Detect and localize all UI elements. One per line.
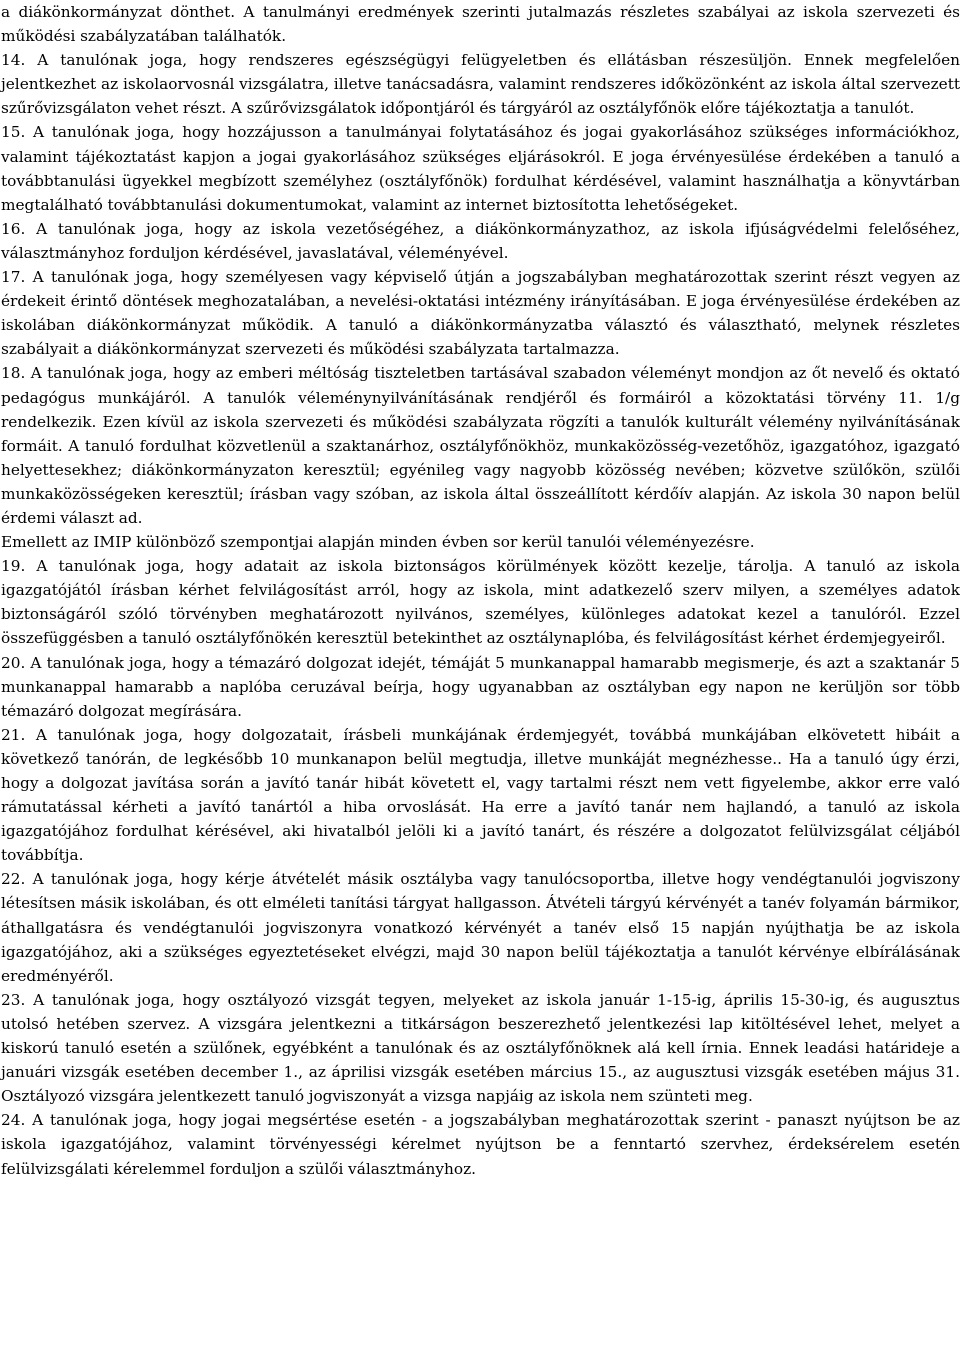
paragraph-14: 14. A tanulónak joga, hogy rendszeres egészségügyi felügyeletben és ellátásban részesüljön. Ennek megfelelően jelentkezhet az iskolaorvosnál vizsgálatra, illetve tanácsadásra, valamint rendszeres időközönként az iskola által szervezett szűrővizsgálaton vehet részt. A szűrővizsgálatok időpontjáról és tárgyáról az osztályfőnök előre tájékoztatja a tanulót. [1, 51, 960, 118]
paragraph-16: 16. A tanulónak joga, hogy az iskola vezetőségéhez, a diákönkormányzathoz, az iskola ifjúságvédelmi felelőséhez, választmányhoz forduljon kérdésével, javaslatával, véleményével. [1, 219, 960, 262]
paragraph-23: 23. A tanulónak joga, hogy osztályozó vizsgát tegyen, melyeket az iskola január 1-15-ig, április 15-30-ig, és augusztus utolsó hetében szervez. A vizsgára jelentkezni a titkárságon beszerezhető jelentkezési lap kitöltésével lehet, melyet a kiskorú tanuló esetén a szülőnek, egyébként a tanulónak és az osztályfőnöknek alá kell írnia. Ennek leadási határideje a januári vizsgák esetében december 1., az áprilisi vizsgák esetében március 15., az augusztusi vizsgák esetében május 31. Osztályozó vizsgára jelentkezett tanuló jogviszonyát a vizsga napjáig az iskola nem szünteti meg. [1, 990, 960, 1106]
paragraph-18: 18. A tanulónak joga, hogy az emberi méltóság tiszteletben tartásával szabadon véleményt mondjon az őt nevelő és oktató pedagógus munkájáról. A tanulók véleménynyilvánításának rendjéről és formáiról a közoktatási törvény 11. 1/g rendelkezik. Ezen kívül az iskola szervezeti és működési szabályzata rögzíti a tanulók kulturált vélemény nyilvánításának formáit. A tanuló fordulhat közvetlenül a szaktanárhoz, osztályfőnökhöz, munkaközösség-vezetőhöz, igazgatóhoz, igazgató helyettesekhez; diákönkormányzaton keresztül; egyénileg vagy nagyobb közösség nevében; közvetve szülőkön, szülői munkaközösségeken keresztül; írásban vagy szóban, az iskola által összeállított kérdőív alapján. Az iskola 30 napon belül érdemi választ ad. [1, 364, 960, 527]
paragraph-17: 17. A tanulónak joga, hogy személyesen vagy képviselő útján a jogszabályban meghatározottak szerint részt vegyen az érdekeit érintő döntések meghozatalában, a nevelési-oktatási intézmény irányításában. E joga érvényesülése érdekében az iskolában diákönkormányzat működik. A tanuló a diákönkormányzatba választó és választható, melynek részletes szabályait a diákönkormányzat szervezeti és működési szabályzata tartalmazza. [1, 268, 960, 359]
paragraph-21: 21. A tanulónak joga, hogy dolgozatait, írásbeli munkájának érdemjegyét, továbbá munkájában elkövetett hibáit a következő tanórán, de legkésőbb 10 munkanapon belül megtudja, illetve munkáját megnézhesse.. Ha a tanuló úgy érzi, hogy a dolgozat javítása során a javító tanár hibát követett el, vagy tartalmi részt nem vett figyelembe, akkor erre való rámutatással kérheti a javító tanártól a hiba orvoslását. Ha erre a javító tanár nem hajlandó, a tanuló az iskola igazgatójához fordulhat kérésével, aki hivatalból jelöli ki a javító tanárt, és részére a dolgozatot felülvizsgálat céljából továbbítja. [1, 725, 960, 865]
paragraph-20: 20. A tanulónak joga, hogy a témazáró dolgozat idejét, témáját 5 munkanappal hamarabb megismerje, és azt a szaktanár 5 munkanappal hamarabb a naplóba ceruzával beírja, hogy ugyanabban az osztályban egy napon ne kerüljön sor több témazáró dolgozat megírására. [1, 653, 960, 720]
paragraph-15: 15. A tanulónak joga, hogy hozzájusson a tanulmányai folytatásához és jogai gyakorlásához szükséges információkhoz, valamint tájékoztatást kapjon a jogai gyakorlásához szükséges eljárásokról. E joga érvényesülése érdekében a tanuló a továbbtanulási ügyekkel megbízott személyhez (osztályfőnök) fordulhat kérdésével, valamint használhatja a könyvtárban megtalálható továbbtanulási dokumentumokat, valamint az internet biztosította lehetőségeket. [1, 123, 960, 214]
paragraph-24: 24. A tanulónak joga, hogy jogai megsértése esetén - a jogszabályban meghatározottak szerint - panaszt nyújtson be az iskola igazgatójához, valamint törvényességi kérelmet nyújtson be a fenntartó szervhez, érdeksérelem esetén felülvizsgálati kérelemmel forduljon a szülői választmányhoz. [1, 1111, 960, 1178]
paragraph-22: 22. A tanulónak joga, hogy kérje átvételét másik osztályba vagy tanulócsoportba, illetve hogy vendégtanulói jogviszony létesítsen másik iskolában, és ott elméleti tanítási tárgyat hallgasson. Átvételi tárgyú kérvényét a tanév folyamán bármikor, áthallgatásra és vendégtanulói jogviszonyra vonatkozó kérvényét a tanév első 15 napján nyújthatja be az iskola igazgatójához, aki a szükséges egyeztetéseket elvégzi, majd 30 napon belül tájékoztatja a tanulót kérvénye elbírálásának eredményéről. [1, 870, 960, 985]
paragraph-19: 19. A tanulónak joga, hogy adatait az iskola biztonságos körülmények között kezelje, tárolja. A tanuló az iskola igazgatójától írásban kérhet felvilágosítást arról, hogy az iskola, mint adatkezelő szerv milyen, a személyes adatok biztonságáról szóló törvényben meghatározott nyilvános, személyes, különleges adatokat kezel a tanulóról. Ezzel összefüggésben a tanuló osztályfőnökén keresztül betekinthet az osztálynaplóba, és felvilágosítást kérhet érdemjegyeiről. [1, 557, 960, 648]
paragraph-continuation: a diákönkormányzat dönthet. A tanulmányi eredmények szerinti jutalmazás részletes szabályai az iskola szervezeti és működési szabályzatában találhatók. [1, 3, 960, 46]
paragraph-emellett: Emellett az IMIP különböző szempontjai alapján minden évben sor kerül tanulói véleményezésre. [1, 533, 755, 552]
